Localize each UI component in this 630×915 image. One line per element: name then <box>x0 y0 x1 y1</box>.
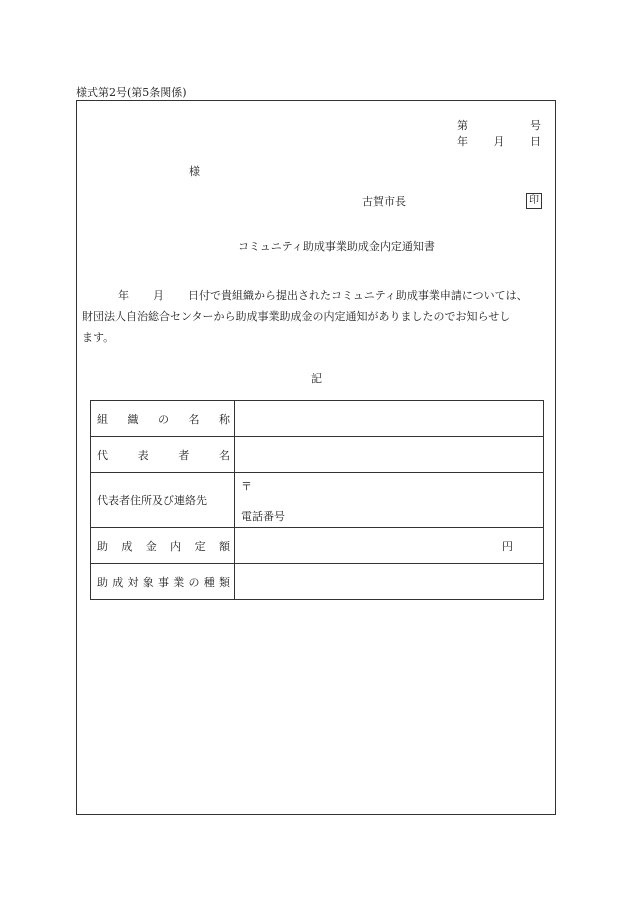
addressee-honorific: 様 <box>189 165 200 178</box>
representative-value-cell[interactable] <box>235 437 544 473</box>
body-line-2: 財団法人自治総合センターから助成事業助成金の内定通知がありましたのでお知らせし <box>82 310 511 323</box>
row-label-grant-amount <box>91 528 235 564</box>
table-row <box>91 437 544 473</box>
label-char: 種 <box>203 575 215 589</box>
issuer-mayor: 古賀市長 <box>362 195 406 208</box>
table-row <box>91 528 544 564</box>
body-line1-text: 日付で貴組織から提出されたコミュニティ助成事業申請については、 <box>188 289 528 302</box>
row-label-representative <box>91 437 235 473</box>
label-char: 業 <box>173 575 185 589</box>
phone-label: 電話番号 <box>241 510 285 523</box>
label-char: 助 <box>97 575 108 589</box>
body-month: 月 <box>153 289 164 302</box>
label-char: 組 <box>97 412 108 426</box>
label-char: 額 <box>218 539 230 553</box>
seal-mark: 印 <box>526 193 542 209</box>
label-char: の <box>188 575 200 589</box>
date-day: 日 <box>530 135 541 148</box>
yen-unit: 円 <box>502 539 513 553</box>
label-char: 者 <box>178 448 190 462</box>
body-line-1 <box>82 289 528 303</box>
label-text: 代表者住所及び連絡先 <box>97 494 207 507</box>
body-line-3: ます。 <box>82 331 115 344</box>
number-prefix: 第 <box>457 119 468 132</box>
label-char: 成 <box>121 539 133 553</box>
document-date-line <box>457 135 541 149</box>
address-value-cell[interactable] <box>235 473 544 528</box>
project-type-value-cell[interactable] <box>235 564 544 600</box>
document-title: コミュニティ助成事業助成金内定通知書 <box>238 240 435 253</box>
label-char: の <box>158 412 169 426</box>
label-char: 名 <box>218 448 230 462</box>
number-suffix: 号 <box>530 119 541 132</box>
organization-value-cell[interactable] <box>235 401 544 437</box>
form-number-label: 様式第2号(第5条関係) <box>76 86 187 99</box>
label-char: 内 <box>170 539 182 553</box>
label-char: 成 <box>112 575 124 589</box>
label-char: 称 <box>219 412 230 426</box>
table-row <box>91 473 544 528</box>
ki-heading: 記 <box>311 372 322 385</box>
detail-table <box>90 400 544 600</box>
label-char: 象 <box>142 575 154 589</box>
label-char: 類 <box>219 575 230 589</box>
document-number-line <box>457 119 541 133</box>
table-row <box>91 564 544 600</box>
label-char: 定 <box>194 539 206 553</box>
label-char: 表 <box>137 448 149 462</box>
table-row <box>91 401 544 437</box>
label-char: 代 <box>97 448 108 462</box>
row-label-organization <box>91 401 235 437</box>
grant-amount-value-cell[interactable] <box>235 528 544 564</box>
label-char: 助 <box>97 539 108 553</box>
label-char: 織 <box>127 412 139 426</box>
postal-mark: 〒 <box>241 480 252 493</box>
label-char: 事 <box>158 575 169 589</box>
label-char: 金 <box>145 539 157 553</box>
label-char: 名 <box>188 412 200 426</box>
date-year: 年 <box>457 135 468 148</box>
row-label-project-type <box>91 564 235 600</box>
body-year: 年 <box>118 289 129 302</box>
label-char: 対 <box>127 575 139 589</box>
date-month: 月 <box>493 135 505 148</box>
row-label-address-contact <box>91 473 235 528</box>
